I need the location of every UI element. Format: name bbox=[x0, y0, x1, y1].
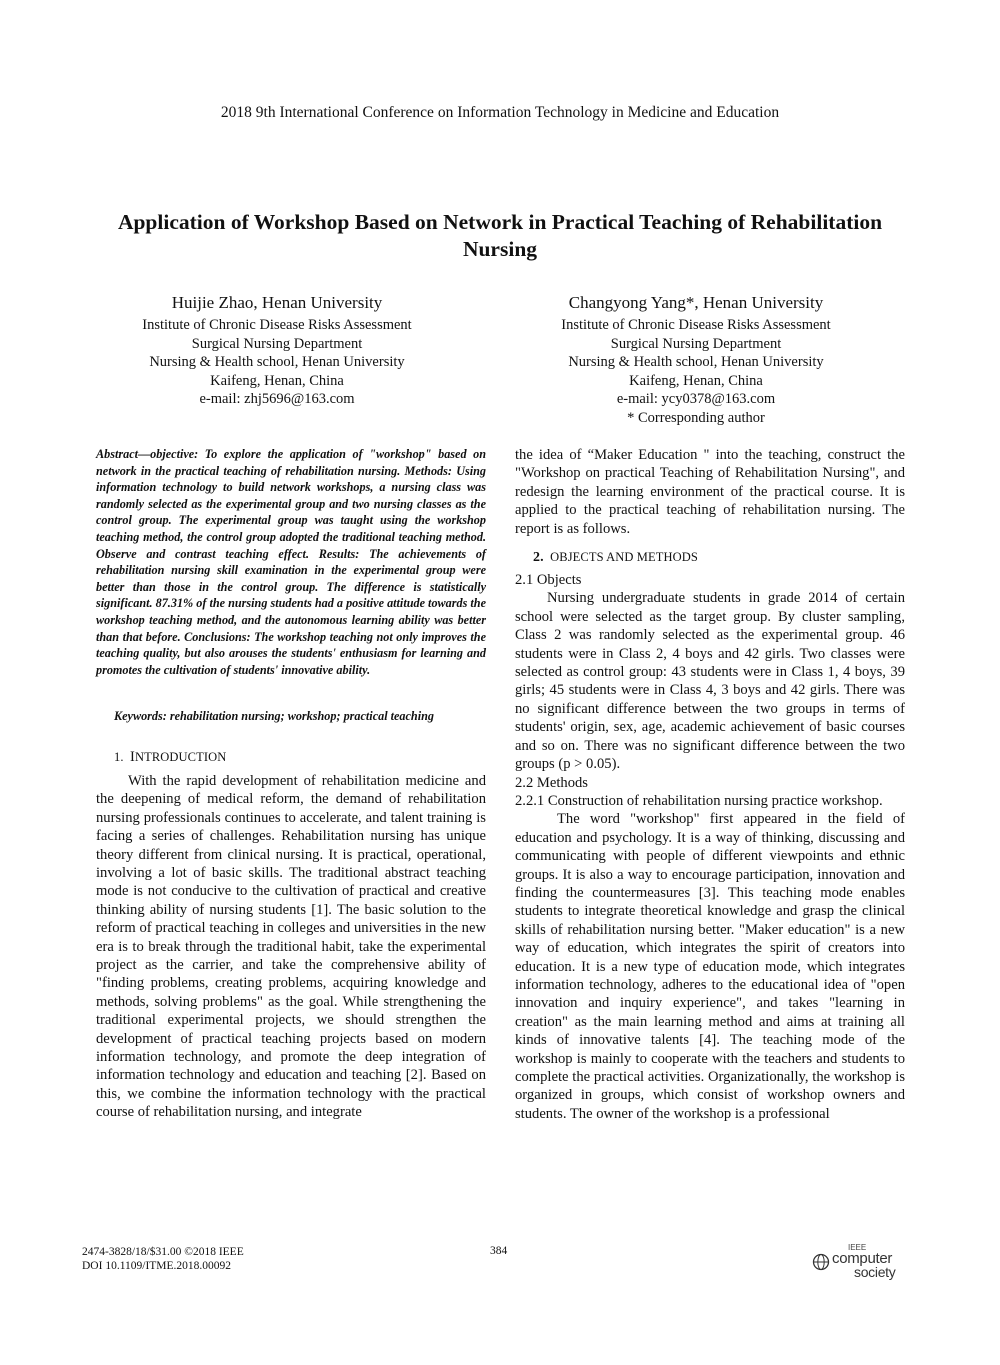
abstract: Abstract—objective: To explore the application of "workshop" based on network in the practical teaching of rehabilitation nursing. Methods: Using information technology to build network workshops, a nursing class was randomly selected as the experimental group and two nursing classes as the control group. The experimental group was taught using the workshop teaching method, the control group adopted the traditional teaching method. Observe and contrast teaching effect. Results: The achievements of rehabilitation nursing skill examination in the experimental group were better than those in the control group. The difference is statistically significant. 87.31% of the nursing students had a positive attitude towards the workshop teaching method, and the autonomous learning ability was better than that before. Conclusions: The workshop teaching not only improves the teaching quality, but also arouses the students' enthusiasm for learning and promotes the cultivation of students' innovative ability. bbox=[96, 447, 486, 677]
logo-computer-text: computer bbox=[832, 1250, 893, 1267]
author-email: e-mail: zhj5696@163.com bbox=[199, 391, 355, 408]
globe-icon bbox=[812, 1253, 830, 1271]
conference-header: 2018 9th International Conference on Information Technology in Medicine and Education bbox=[220, 104, 780, 121]
objects-text: Nursing undergraduate students in grade 2014 of certain school were selected as the target group. By cluster sampling, Class 2 was randomly selected as the experimental group. 46 students were in Class 2, 4 boys and 42 girls. Two classes were selected as control group: 43 students were in Class 1, 4 boys, 39 girls; 45 students were in Class 4, 3 boys and 42 girls. There was no significant difference between the two groups in terms of students' origin, sex, age, academic achievement of basic courses and so on. There was no significant difference between the two groups (p > 0.05). bbox=[515, 590, 905, 773]
logo-ieee-text: IEEE bbox=[848, 1243, 867, 1252]
introduction-continued: the idea of “Maker Education " into the teaching, construct the "Workshop on practical Teaching of Rehabilitation Nursing", and redesign the learning environment of the practical course. It is applied to the practical teaching of rehabilitation nursing. The report is as follows. bbox=[515, 447, 905, 537]
left-column bbox=[96, 446, 486, 1122]
author-department: Surgical Nursing Department bbox=[610, 335, 782, 352]
author-school: Nursing & Health school, Henan University bbox=[568, 354, 824, 371]
section-title: OBJECTS AND METHODS bbox=[550, 550, 698, 565]
methods-text: The word "workshop" first appeared in the field of education and psychology. It is a way of thinking, discussing and communicating with people of different viewpoints and ethnic groups. It is also a way to encourage participation, innovation and finding the countermeasures [3]. This teaching mode enables students to integrate theoretical knowledge and grasp the clinical skills of rehabilitation nursing better. "Maker education" is a new way of education, which integrates the spirit of creators into education. It is a new type of education mode, which integrates information technology, adheres to the educational idea of "open innovation and inquiry experience", and takes "learning in creation" as the main learning method and aims at training all kinds of innovative talents [4]. The teaching mode of the workshop is mainly to cooperate with the teachers and students to complete the practical activities. Organizationally, the workshop is organized in groups, which consist of workshop owners and students. The owner of the workshop is a professional bbox=[515, 811, 905, 1122]
author-block-1 bbox=[97, 292, 457, 409]
author-location: Kaifeng, Henan, China bbox=[629, 372, 763, 389]
footer-doi: DOI 10.1109/ITME.2018.00092 bbox=[82, 1260, 232, 1272]
keywords: Keywords: rehabilitation nursing; workshop; practical teaching bbox=[114, 709, 434, 724]
section-initial: I bbox=[130, 748, 135, 765]
author-block-2 bbox=[516, 292, 876, 428]
introduction-text: With the rapid development of rehabilitation medicine and the deepening of medical reform, the demand of rehabilitation nursing professionals continues to accelerate, and talent training is facing a series of challenges. Rehabilitation nursing has unique theory different from clinical nursing. It is practical, operational, involving a lot of basic skills. The traditional abstract teaching mode is not conducive to the cultivation of practical and creative thinking ability of nursing students [1]. The basic solution to the reform of practical teaching in colleges and universities in the new era is to break through the traditional habit, take the experimental project as the carrier, and take the comprehensive ability of "finding problems, creating problems, acquiring knowledge and methods, solving problems" as the goal. While strengthening the traditional experimental projects, we should strengthen the development of practical teaching projects based on modern information technology, and promote the deep integration of information technology and education and teaching [2]. Based on this, we combine the information technology with the practical course of rehabilitation nursing, and integrate bbox=[96, 772, 486, 1121]
section-heading-introduction bbox=[114, 749, 486, 765]
paper-title: Application of Workshop Based on Network in Practical Teaching of Rehabilitation Nursing bbox=[117, 210, 883, 261]
author-affiliation: Institute of Chronic Disease Risks Assessment bbox=[561, 317, 831, 333]
author-email: e-mail: ycy0378@163.com bbox=[616, 391, 776, 408]
corresponding-author-note: * Corresponding author bbox=[627, 409, 765, 426]
section-number: 2. bbox=[533, 550, 544, 566]
subsection-objects: 2.1 Objects bbox=[515, 572, 582, 589]
author-location: Kaifeng, Henan, China bbox=[210, 372, 344, 389]
section-title: NTRODUCTION bbox=[134, 749, 227, 764]
footer-issn: 2474-3828/18/$31.00 ©2018 IEEE bbox=[82, 1246, 244, 1258]
right-column bbox=[515, 446, 905, 1123]
section-number: 1. bbox=[114, 749, 124, 764]
author-school: Nursing & Health school, Henan University bbox=[149, 354, 405, 371]
page-number: 384 bbox=[490, 1245, 508, 1257]
author-name: Huijie Zhao, Henan University bbox=[171, 293, 383, 312]
author-department: Surgical Nursing Department bbox=[191, 335, 363, 352]
subsection-construction: 2.2.1 Construction of rehabilitation nursing practice workshop. bbox=[515, 792, 883, 809]
subsection-methods: 2.2 Methods bbox=[515, 774, 588, 791]
author-affiliation: Institute of Chronic Disease Risks Assessment bbox=[142, 317, 412, 333]
ieee-computer-society-logo bbox=[812, 1243, 922, 1283]
logo-society-text: society bbox=[854, 1264, 896, 1280]
author-name: Changyong Yang*, Henan University bbox=[568, 293, 824, 312]
footer-copyright bbox=[82, 1245, 244, 1273]
section-heading-objects-methods bbox=[533, 549, 905, 566]
